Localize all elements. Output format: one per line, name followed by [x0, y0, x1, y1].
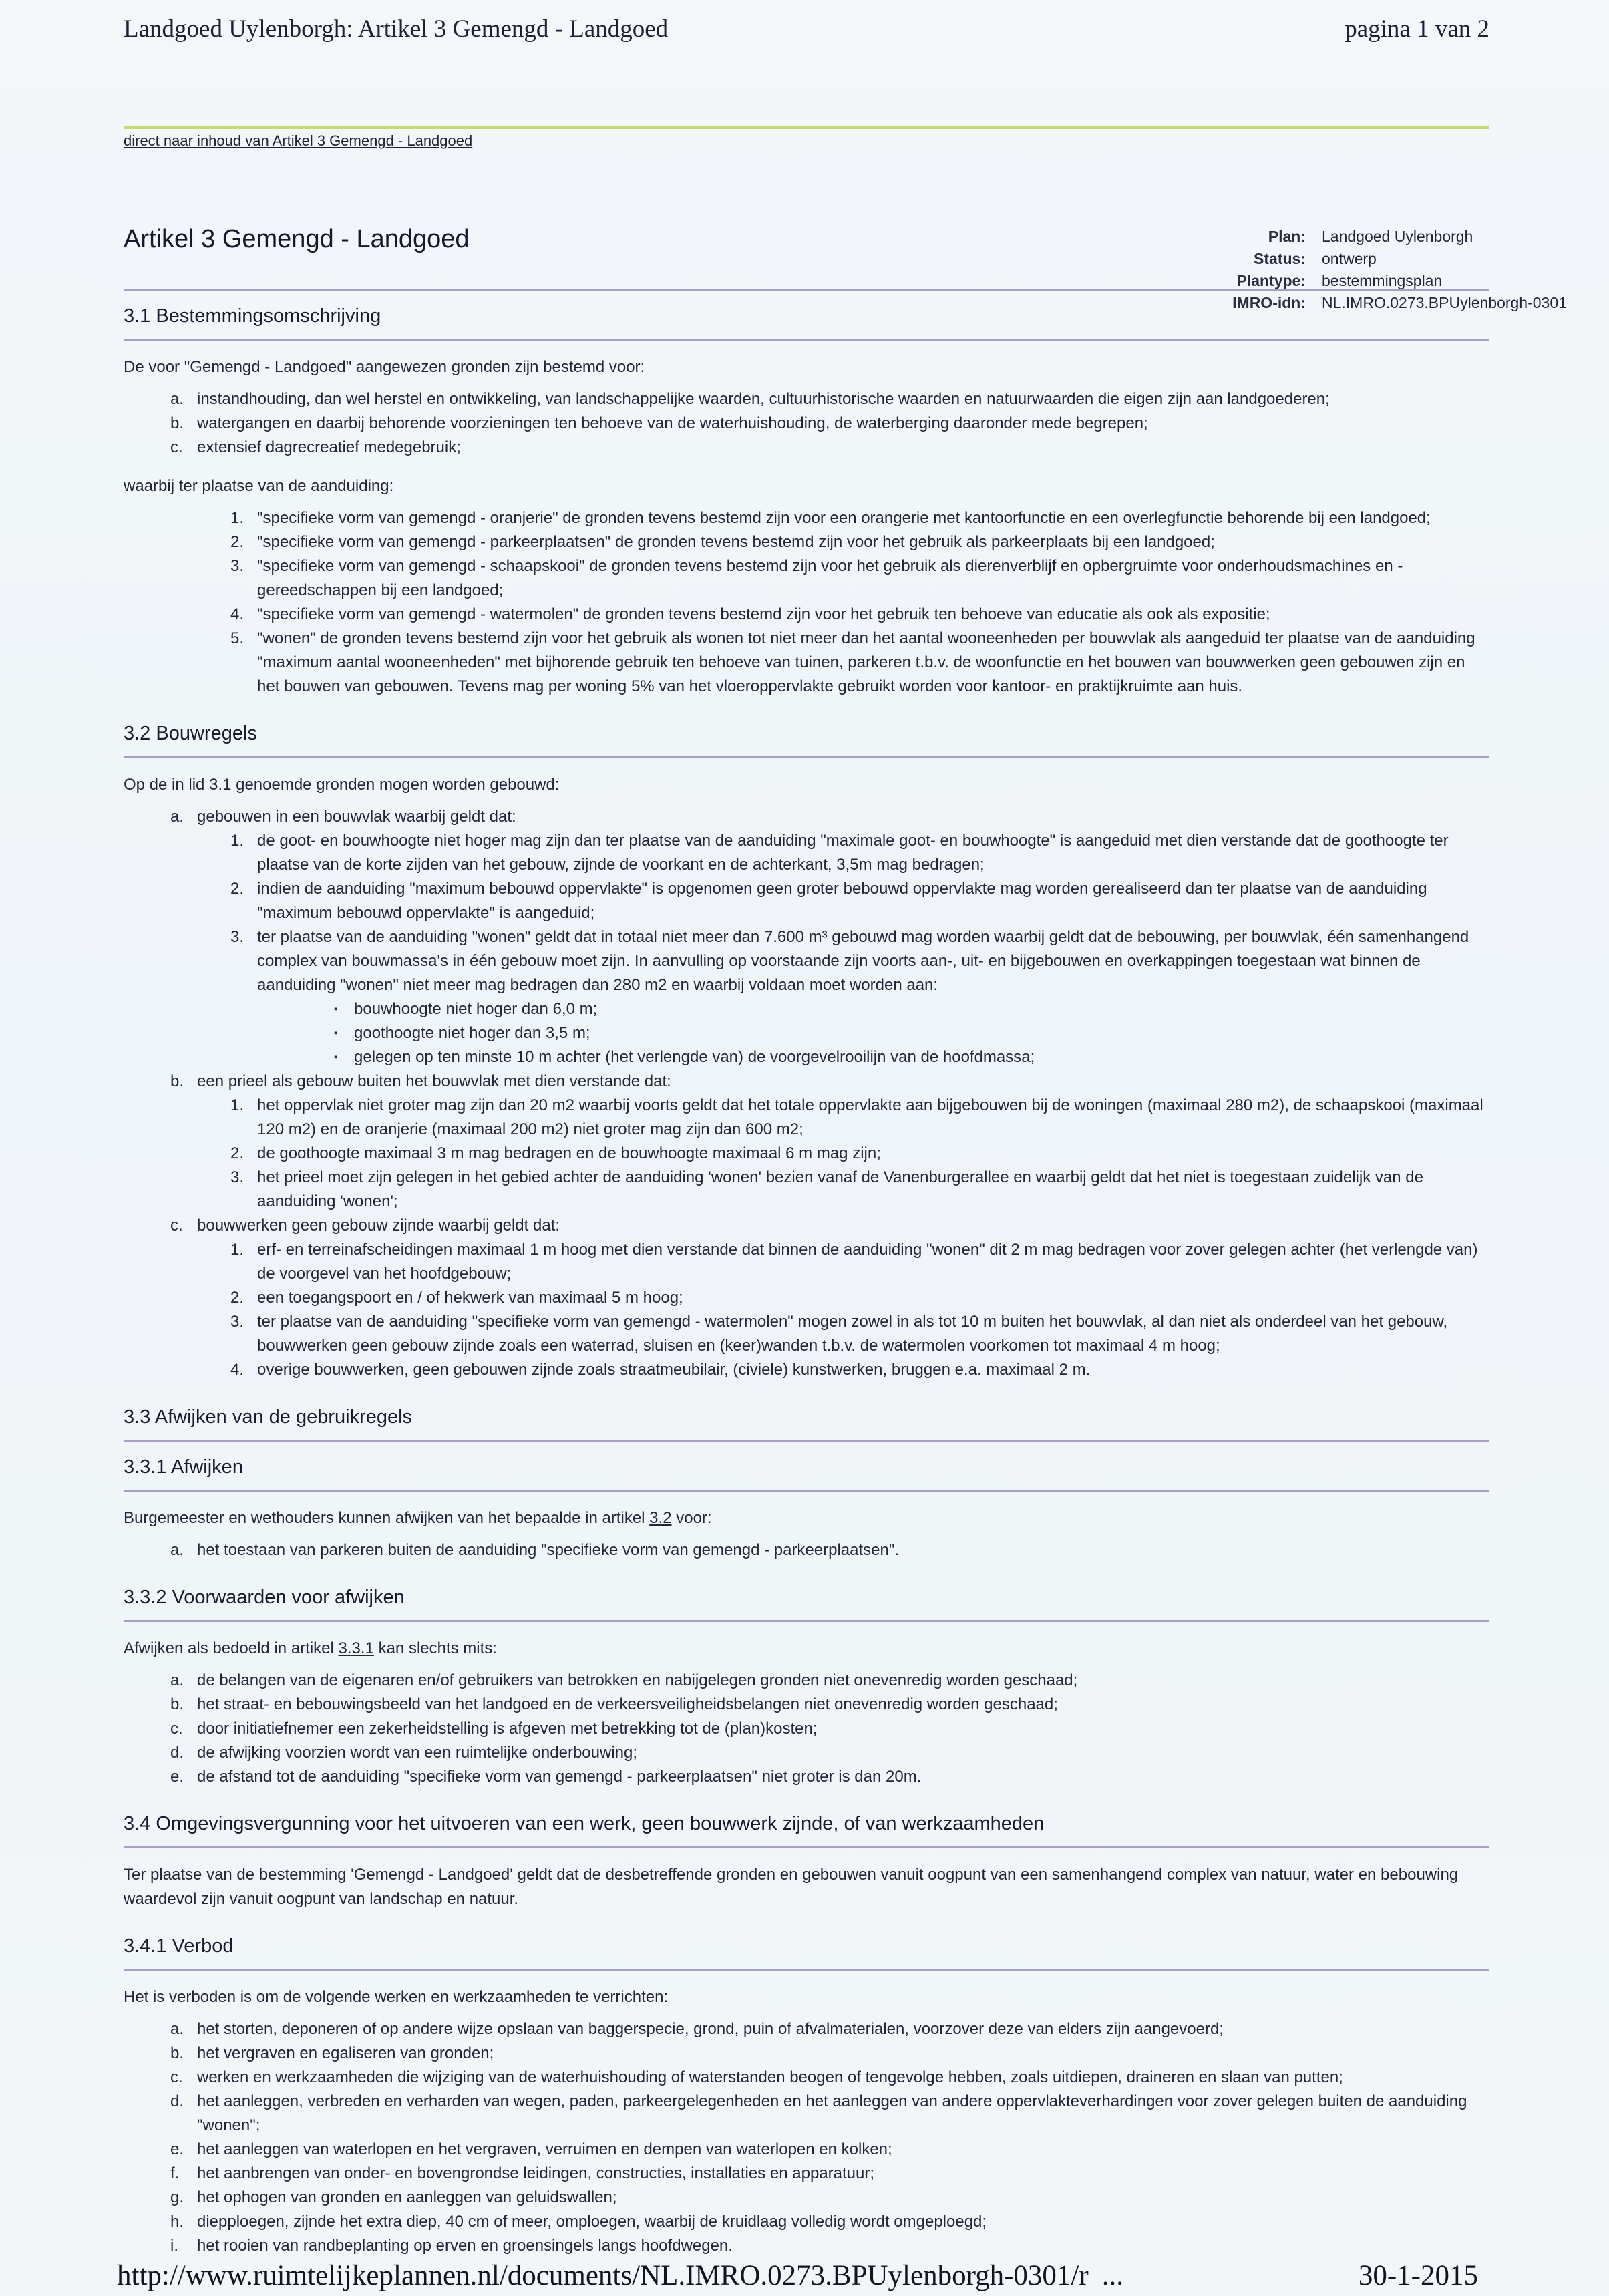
- section-3-3-1-heading: 3.3.1 Afwijken: [124, 1456, 243, 1478]
- section-divider: [124, 756, 1489, 758]
- page-title: Landgoed Uylenborgh: Artikel 3 Gemengd - Landgoed: [124, 15, 669, 43]
- section-divider: [124, 1490, 1489, 1492]
- meta-row-imro-idn: [1206, 292, 1567, 314]
- print-footer: [117, 2259, 1478, 2292]
- meta-value: Landgoed Uylenborgh: [1322, 228, 1473, 245]
- meta-label: Status:: [1254, 250, 1306, 267]
- list-item: 3. het prieel moet zijn gelegen in het gebied achter de aanduiding 'wonen' bezien vanaf de Vanenburgerallee en waarbij geldt dat het niet is toegestaan zuidelijk van de aanduiding 'wonen';: [230, 1168, 1423, 1210]
- list-item: ▪ goothoogte niet hoger dan 3,5 m;: [124, 1021, 1489, 1045]
- list-item: 3. ter plaatse van de aanduiding "specifieke vorm van gemengd - watermolen" mogen zowel in als tot 10 m buiten het bouwvlak, al dan niet als onderdeel van het gebouw, bouwwerken geen gebouw zijnde zoals een waterrad, sluisen en (keer)wanden t.b.v. de watermolen voorkomen tot maximaal 4 m hoog;: [230, 1313, 1448, 1355]
- list-item: a. het toestaan van parkeren buiten de aanduiding "specifieke vorm van gemengd - parkeerplaatsen".: [170, 1541, 900, 1559]
- meta-value: NL.IMRO.0273.BPUylenborgh-0301: [1322, 294, 1567, 311]
- list-item: d. het aanleggen, verbreden en verharden van wegen, paden, parkeergelegenheden en het aanleggen van andere oppervlakteverhardingen voor zover gelegen buiten de aanduiding "wonen";: [170, 2092, 1467, 2134]
- footer-date: 30-1-2015: [1358, 2260, 1478, 2291]
- list-item: d. de afwijking voorzien wordt van een ruimtelijke onderbouwing;: [170, 1744, 638, 1762]
- list-item: b. het straat- en bebouwingsbeeld van het landgoed en de verkeersveiligheidsbelangen niet onevenredig worden geschaad;: [170, 1695, 1058, 1713]
- section-3-3-2-heading: 3.3.2 Voorwaarden voor afwijken: [124, 1587, 405, 1608]
- section-divider: [124, 1620, 1489, 1622]
- list-3-4-1: [124, 2017, 1489, 2258]
- section-3-4-heading: 3.4 Omgevingsvergunning voor het uitvoeren van een werk, geen bouwwerk zijnde, of van werkzaamheden: [124, 1813, 1045, 1834]
- list-item: c. werken en werkzaamheden die wijziging van de waterhuishouding of waterstanden beogen of tengevolge hebben, zoals uitdiepen, draineren en slaan van putten;: [170, 2068, 1343, 2086]
- section-divider: [124, 1969, 1489, 1971]
- list-item: 1. "specifieke vorm van gemengd - oranjerie" de gronden tevens bestemd zijn voor een orangerie met kantoorfunctie en een overlegfunctie behorende bij een landgoed;: [230, 509, 1431, 527]
- article-header: [124, 224, 1567, 311]
- article-3-3-1-link[interactable]: 3.3.1: [338, 1639, 374, 1657]
- section-3-4-1-intro: Het is verboden is om de volgende werken en werkzaamheden te verrichten:: [124, 1988, 669, 2006]
- footer-url: http://www.ruimtelijkeplannen.nl/documents/NL.IMRO.0273.BPUylenborgh-0301/r: [117, 2260, 1089, 2291]
- list-item: 2. de goothoogte maximaal 3 m mag bedragen en de bouwhoogte maximaal 6 m mag zijn;: [230, 1144, 881, 1162]
- list-item: 3. ter plaatse van de aanduiding "wonen" geldt dat in totaal niet meer dan 7.600 m³ gebouwd mag worden waarbij geldt dat de bebouwing, per bouwvlak, één samenhangend complex van bouwmassa's in één gebouw moet zijn. In aanvulling op voorstaande zijn voorts aan-, uit- en bijgebouwen en overkappingen toegestaan wat binnen de aanduiding "wonen" niet meer mag bedragen dan 280 m2 en waarbij voldaan moet worden aan:: [230, 928, 1469, 994]
- section-3-1-intro: De voor "Gemengd - Landgoed" aangewezen gronden zijn bestemd voor:: [124, 358, 645, 376]
- section-divider: [124, 1846, 1489, 1848]
- list-item: a. de belangen van de eigenaren en/of gebruikers van betrokken en nabijgelegen gronden niet onevenredig worden geschaad;: [170, 1671, 1078, 1689]
- list-item: c. extensief dagrecreatief medegebruik;: [170, 438, 461, 456]
- list-item: e. de afstand tot de aanduiding "specifieke vorm van gemengd - parkeerplaatsen" niet groter is dan 20m.: [170, 1768, 922, 1786]
- list-item: 1. het oppervlak niet groter mag zijn dan 20 m2 waarbij voorts geldt dat het totale oppervlakte aan bijgebouwen bij de woningen (maximaal 280 m2), de schaapskooi (maximaal 120 m2) en de oranjerie (maximaal 200 m2) niet groter mag zijn dan 600 m2;: [230, 1096, 1483, 1138]
- list-item: 4. overige bouwwerken, geen gebouwen zijnde zoals straatmeubilair, (civiele) kunstwerken, bruggen e.a. maximaal 2 m.: [230, 1361, 1091, 1379]
- list-item: f. het aanbrengen van onder- en bovengrondse leidingen, constructies, installaties en apparatuur;: [170, 2164, 875, 2182]
- list-item: 3. "specifieke vorm van gemengd - schaapskooi" de gronden tevens bestemd zijn voor het gebruik als dierenverblijf en opbergruimte voor onderhoudsmachines en -gereedschappen bij een landgoed;: [230, 557, 1403, 599]
- header-divider: [124, 126, 1489, 129]
- list-3-3-1: [124, 1538, 1489, 1563]
- article-3-2-link[interactable]: 3.2: [649, 1509, 672, 1527]
- section-3-4-1-heading: 3.4.1 Verbod: [124, 1935, 234, 1957]
- list-item: ▪ bouwhoogte niet hoger dan 6,0 m;: [124, 997, 1489, 1021]
- square-bullet-icon: ▪: [334, 1051, 338, 1063]
- list-item: 2. indien de aanduiding "maximum bebouwd oppervlakte" is opgenomen geen groter bebouwd oppervlakte mag worden gerealiseerd dan ter plaatse van de aanduiding "maximum bebouwd oppervlakte" is aangeduid;: [230, 880, 1427, 922]
- plan-meta-table: [1206, 226, 1567, 314]
- section-3-4-intro: Ter plaatse van de bestemming 'Gemengd - Landgoed' geldt dat de desbetreffende gronden en gebouwen vanuit oogpunt van een samenhangend complex van natuur, water en bebouwing waardevol zijn vanuit oogpunt van landschap en natuur.: [124, 1866, 1459, 1908]
- square-bullet-icon: ▪: [334, 1003, 338, 1015]
- page-number: pagina 1 van 2: [1345, 15, 1489, 43]
- list-item: a. instandhouding, dan wel herstel en ontwikkeling, van landschappelijke waarden, cultuurhistorische waarden en natuurwaarden die eigen zijn aan landgoederen;: [170, 390, 1330, 408]
- meta-value: ontwerp: [1322, 250, 1377, 267]
- meta-label: IMRO-idn:: [1232, 294, 1306, 311]
- list-item: a. het storten, deponeren of op andere wijze opslaan van baggerspecie, grond, puin of afvalmaterialen, voorzover deze van elders zijn aangevoerd;: [170, 2020, 1224, 2038]
- section-3-1-heading: 3.1 Bestemmingsomschrijving: [124, 305, 381, 327]
- meta-label: Plan:: [1268, 228, 1306, 245]
- meta-label: Plantype:: [1236, 272, 1306, 289]
- section-3-3-heading: 3.3 Afwijken van de gebruikregels: [124, 1406, 413, 1428]
- section-3-3-2-intro: Afwijken als bedoeld in artikel 3.3.1 kan slechts mits:: [124, 1639, 497, 1657]
- list-item: b. een prieel als gebouw buiten het bouwvlak met dien verstande dat:: [170, 1072, 671, 1090]
- meta-row-status: [1206, 248, 1567, 270]
- article-title: Artikel 3 Gemengd - Landgoed: [124, 225, 470, 253]
- list-item: h. diepploegen, zijnde het extra diep, 40 cm of meer, omploegen, waarbij de kruidlaag volledig wordt omgeploegd;: [170, 2212, 987, 2231]
- list-item: g. het ophogen van gronden en aanleggen van geluidswallen;: [170, 2188, 617, 2206]
- section-3-2-intro: Op de in lid 3.1 genoemde gronden mogen worden gebouwd:: [124, 776, 560, 794]
- footer-ellipsis: ...: [1101, 2260, 1123, 2291]
- section-divider: [124, 339, 1489, 341]
- list-item: e. het aanleggen van waterlopen en het vergraven, verruimen en dempen van waterlopen en kolken;: [170, 2140, 892, 2158]
- list-item: a. gebouwen in een bouwvlak waarbij geldt dat:: [170, 808, 516, 826]
- list-item: 2. "specifieke vorm van gemengd - parkeerplaatsen" de gronden tevens bestemd zijn voor het gebruik als parkeerplaats bij een landgoed;: [230, 533, 1215, 551]
- print-header: [124, 15, 1489, 43]
- skip-link[interactable]: direct naar inhoud van Artikel 3 Gemengd - Landgoed: [124, 132, 473, 149]
- list-3-1-numbered: [124, 506, 1489, 699]
- section-3-1-mid: waarbij ter plaatse van de aanduiding:: [124, 477, 394, 495]
- list-3-3-2: [124, 1669, 1489, 1789]
- list-item: b. het vergraven en egaliseren van gronden;: [170, 2044, 494, 2062]
- meta-row-plantype: [1206, 270, 1567, 292]
- list-item: c. bouwwerken geen gebouw zijnde waarbij geldt dat:: [170, 1216, 560, 1235]
- list-item: 5. "wonen" de gronden tevens bestemd zijn voor het gebruik als wonen tot niet meer dan het aantal wooneenheden per bouwvlak als aangeduid ter plaatse van de aanduiding "maximum aantal wooneenheden" met bijhorende gebruik ten behoeve van tuinen, parkeren t.b.v. de woonfunctie en het bouwen van bouwwerken geen gebouwen zijn en het bouwen van gebouwen. Tevens mag per woning 5% van het vloeroppervlakte gebruikt worden voor kantoor- en praktijkruimte aan huis.: [230, 629, 1475, 695]
- list-item: b. watergangen en daarbij behorende voorzieningen ten behoeve van de waterhuishouding, de waterberging daaronder mede begrepen;: [170, 414, 1148, 432]
- section-divider: [124, 1440, 1489, 1442]
- list-item: ▪ gelegen op ten minste 10 m achter (het verlengde van) de voorgevelrooilijn van de hoofdmassa;: [124, 1045, 1489, 1070]
- section-3-3-1-intro: Burgemeester en wethouders kunnen afwijken van het bepaalde in artikel 3.2 voor:: [124, 1509, 712, 1527]
- list-item: 1. erf- en terreinafscheidingen maximaal 1 m hoog met dien verstande dat binnen de aanduiding "wonen" dit 2 m mag bedragen voor zover gelegen achter (het verlengde van) de voorgevel van het hoofdgebouw;: [230, 1241, 1478, 1283]
- square-bullet-icon: ▪: [334, 1027, 338, 1039]
- list-item: 1. de goot- en bouwhoogte niet hoger mag zijn dan ter plaatse van de aanduiding "maximale goot- en bouwhoogte" is aangeduid met dien verstande dat de goothoogte ter plaatse van de korte zijden van het gebouw, zijnde de voorkant en de achterkant, 3,5m mag bedragen;: [230, 832, 1449, 874]
- list-item: 2. een toegangspoort en / of hekwerk van maximaal 5 m hoog;: [230, 1289, 683, 1307]
- meta-value: bestemmingsplan: [1322, 272, 1443, 289]
- meta-row-plan: [1206, 226, 1567, 248]
- list-item: i. het rooien van randbeplanting op erven en groensingels langs hoofdwegen.: [170, 2237, 733, 2255]
- list-item: c. door initiatiefnemer een zekerheidstelling is afgeven met betrekking tot de (plan)kosten;: [170, 1719, 818, 1738]
- list-3-2: [124, 805, 1489, 1382]
- section-3-2-heading: 3.2 Bouwregels: [124, 723, 257, 744]
- list-item: 4. "specifieke vorm van gemengd - watermolen" de gronden tevens bestemd zijn voor het gebruik ten behoeve van educatie als ook als expositie;: [230, 605, 1270, 623]
- list-3-1-abc: [124, 387, 1489, 460]
